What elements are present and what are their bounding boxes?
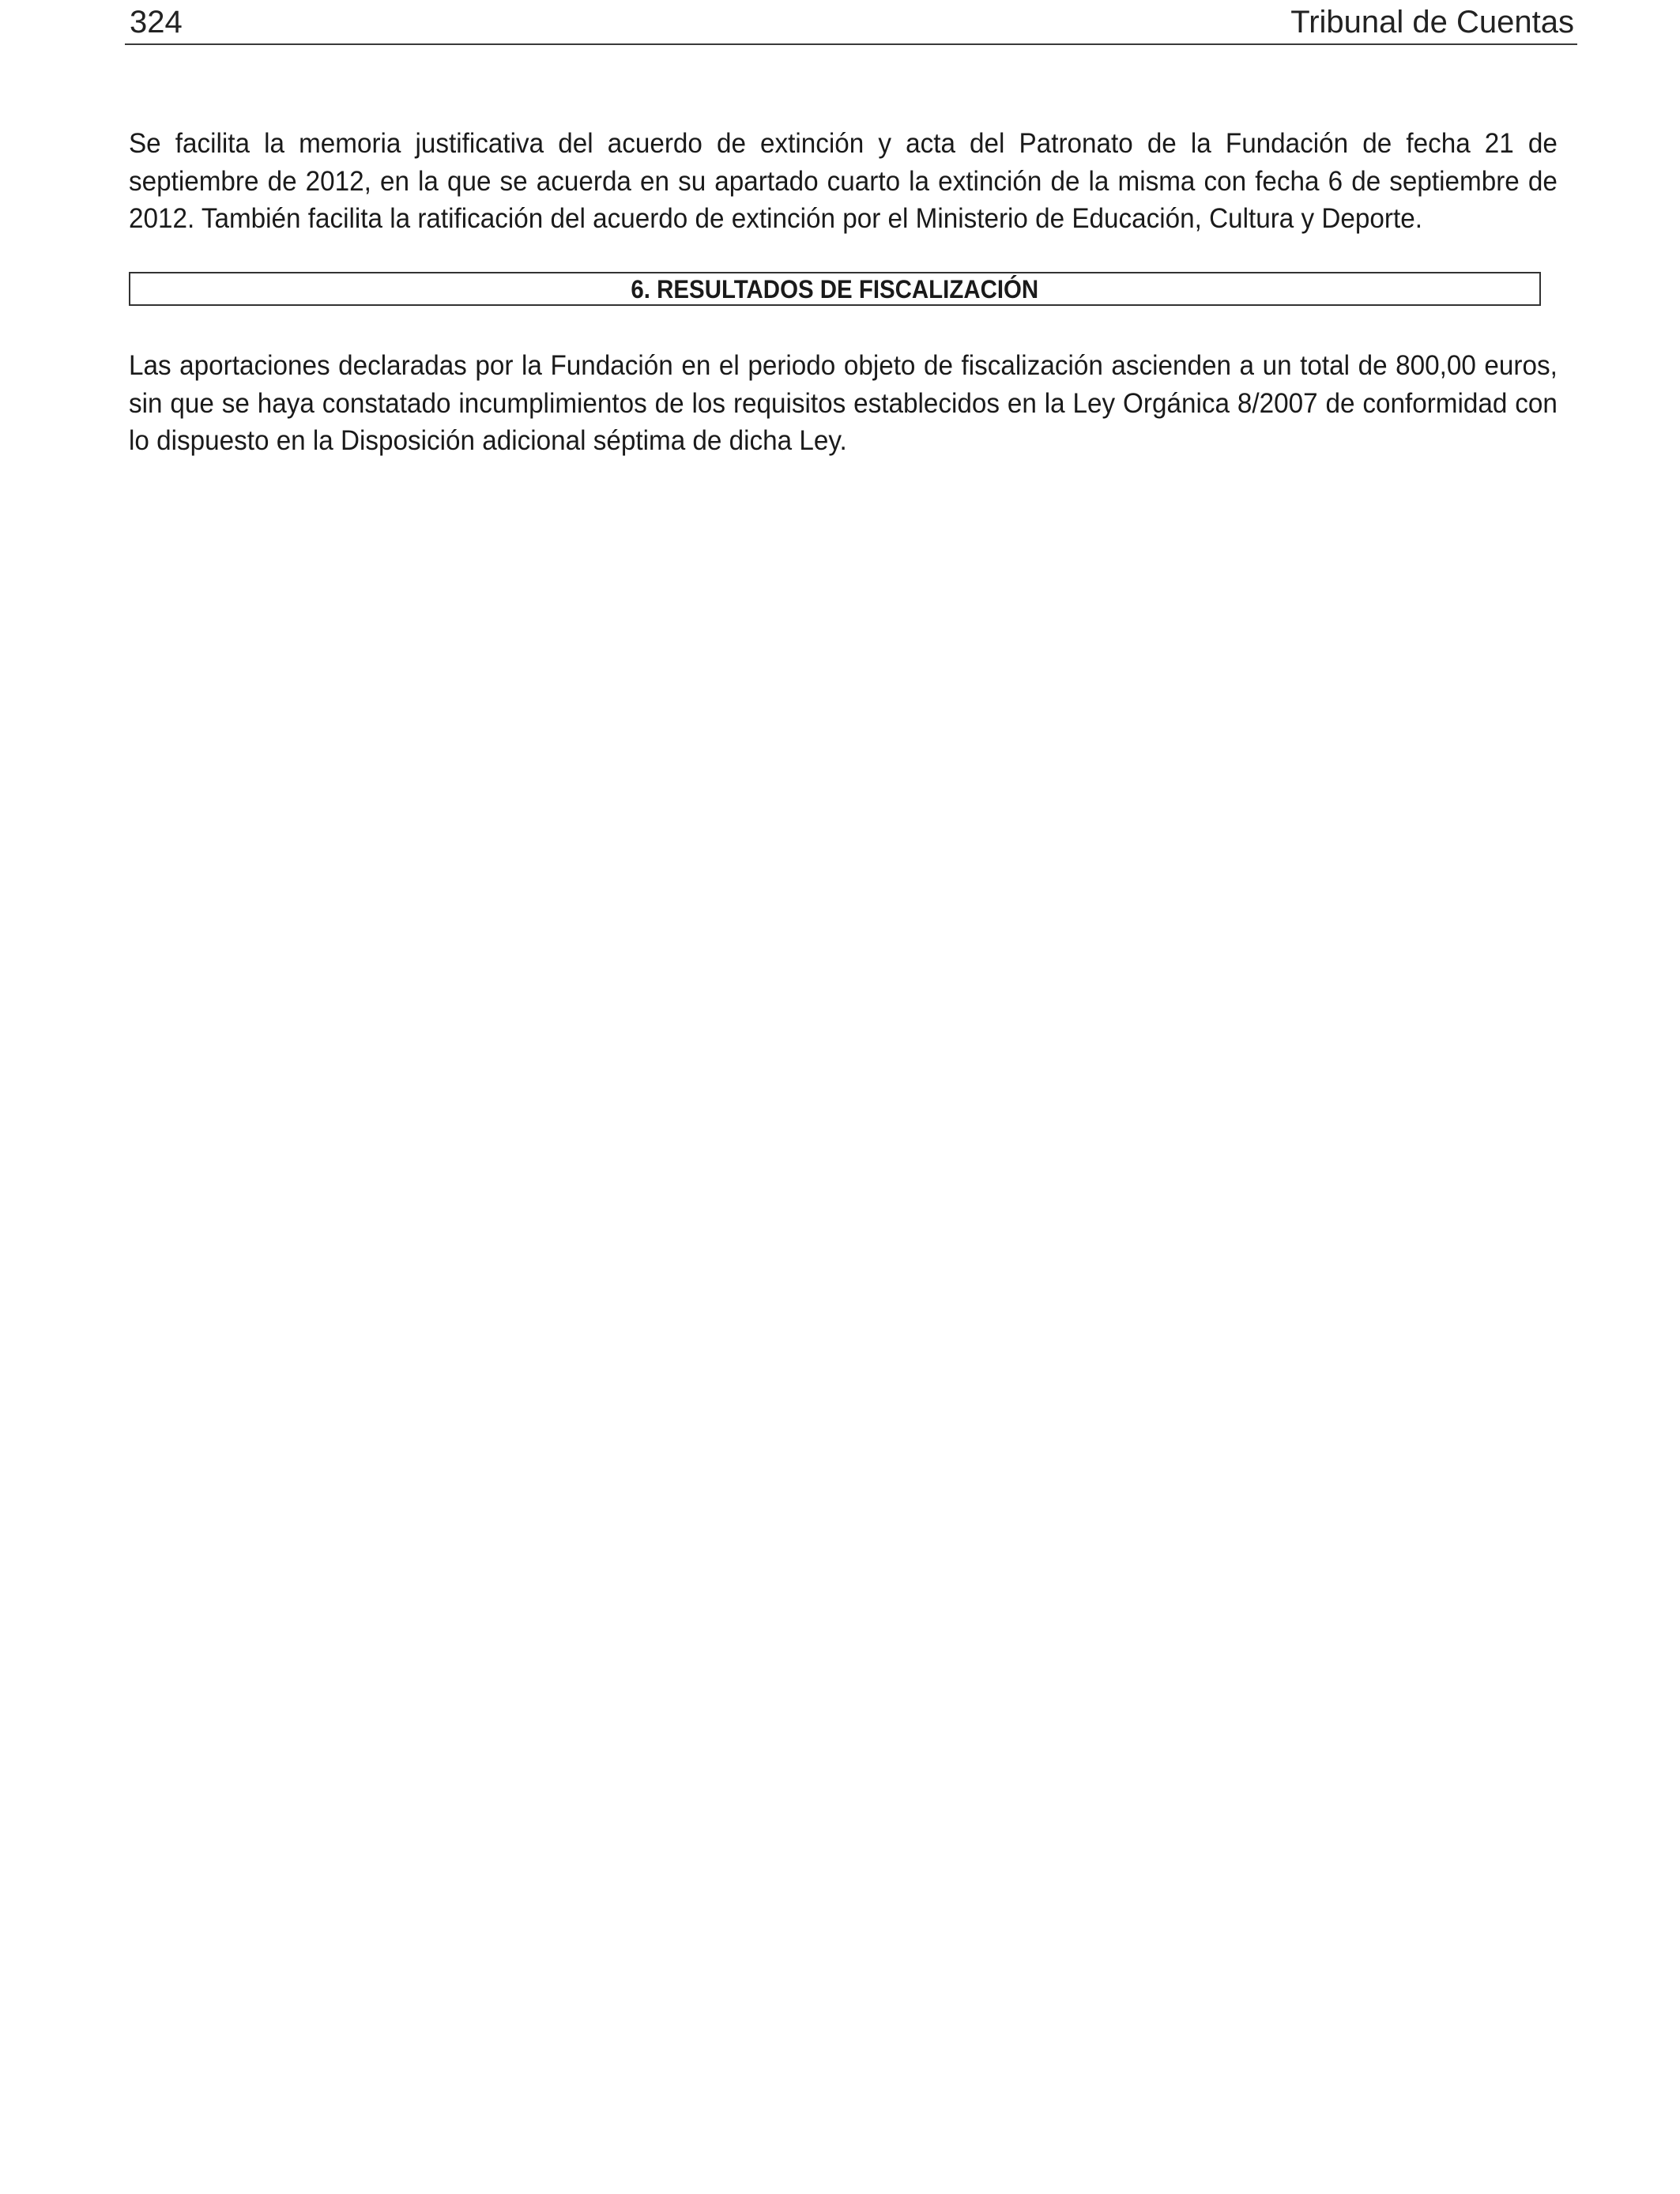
section-heading: 6. RESULTADOS DE FISCALIZACIÓN (631, 275, 1039, 303)
paragraph-results: Las aportaciones declaradas por la Fundación en el periodo objeto de fiscalización ascienden a un total de 800,00 euros, sin que se haya constatado incumplimientos de los requisitos establecidos en la Ley Orgánica 8/2007 de conformidad con lo dispuesto en la Disposición adicional séptima de dicha Ley. (129, 350, 1558, 456)
page-header (125, 0, 1577, 45)
running-title: Tribunal de Cuentas (1290, 5, 1574, 40)
paragraph-extinction: Se facilita la memoria justificativa del acuerdo de extinción y acta del Patronato de la Fundación de fecha 21 de septiembre de 2012, en la que se acuerda en su apartado cuarto la extinción de la misma con fecha 6 de septiembre de 2012. También facilita la ratificación del acuerdo de extinción por el Ministerio de Educación, Cultura y Deporte. (129, 128, 1558, 234)
page-number: 324 (130, 5, 183, 40)
section-heading-box (129, 272, 1541, 306)
